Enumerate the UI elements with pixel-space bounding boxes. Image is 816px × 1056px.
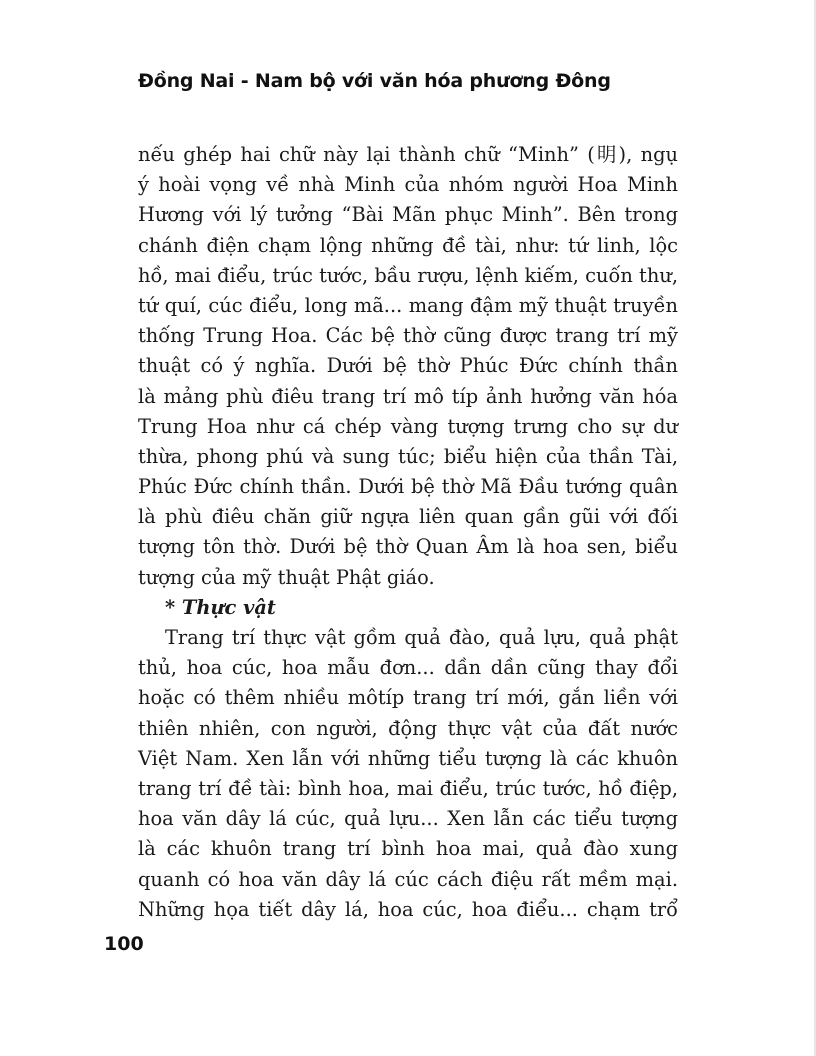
text-line: là các khuôn trang trí bình hoa mai, quả đào xung	[138, 837, 678, 861]
body-text	[138, 140, 678, 925]
text-line: Trung Hoa như cá chép vàng tượng trưng cho sự dư	[138, 414, 678, 438]
text-line: Hương với lý tưởng “Bài Mãn phục Minh”. Bên trong	[138, 203, 678, 227]
text-line: ý hoài vọng về nhà Minh của nhóm người Hoa Minh	[138, 173, 678, 197]
text-line: Những họa tiết dây lá, hoa cúc, hoa điểu... chạm trổ	[138, 897, 678, 921]
text-line: thừa, phong phú và sung túc; biểu hiện của thần Tài,	[138, 444, 678, 468]
text-line: Phúc Đức chính thần. Dưới bệ thờ Mã Đầu tướng quân	[138, 475, 678, 499]
text-line: thống Trung Hoa. Các bệ thờ cũng được trang trí mỹ	[138, 324, 678, 348]
paragraph-1	[138, 140, 678, 593]
text-line: hoặc có thêm nhiều môtíp trang trí mới, gắn liền với	[138, 686, 678, 710]
text-line: hoa văn dây lá cúc, quả lựu... Xen lẫn các tiểu tượng	[138, 807, 678, 831]
text-line: quanh có hoa văn dây lá cúc cách điệu rất mềm mại.	[138, 867, 678, 891]
section-heading: * Thực vật	[165, 595, 276, 619]
page-number: 100	[104, 933, 144, 955]
text-line: là phù điêu chăn giữ ngựa liên quan gần gũi với đối	[138, 505, 678, 529]
text-line: Việt Nam. Xen lẫn với những tiểu tượng là các khuôn	[138, 746, 678, 770]
text-line: tượng của mỹ thuật Phật giáo.	[138, 565, 435, 589]
text-line: trang trí đề tài: bình hoa, mai điểu, trúc tước, hồ điệp,	[138, 776, 678, 800]
text-line: nếu ghép hai chữ này lại thành chữ “Minh” (明), ngụ	[138, 143, 678, 166]
text-line: thủ, hoa cúc, hoa mẫu đơn... dần dần cũng thay đổi	[138, 656, 678, 680]
text-line: Trang trí thực vật gồm quả đào, quả lựu, quả phật	[165, 626, 678, 649]
running-header: Đồng Nai - Nam bộ với văn hóa phương Đông	[138, 70, 611, 92]
text-line: hồ, mai điểu, trúc tước, bầu rượu, lệnh kiếm, cuốn thư,	[138, 263, 678, 287]
text-line: thiên nhiên, con người, động thực vật của đất nước	[138, 716, 678, 740]
text-line: tượng tôn thờ. Dưới bệ thờ Quan Âm là hoa sen, biểu	[138, 535, 678, 559]
text-line: thuật có ý nghĩa. Dưới bệ thờ Phúc Đức chính thần	[138, 354, 678, 378]
paragraph-2	[138, 623, 678, 925]
text-line: tứ quí, cúc điểu, long mã... mang đậm mỹ thuật truyền	[138, 293, 678, 317]
text-line: là mảng phù điêu trang trí mô típ ảnh hưởng văn hóa	[138, 384, 678, 408]
text-line: chánh điện chạm lộng những đề tài, như: tứ linh, lộc	[138, 233, 678, 257]
